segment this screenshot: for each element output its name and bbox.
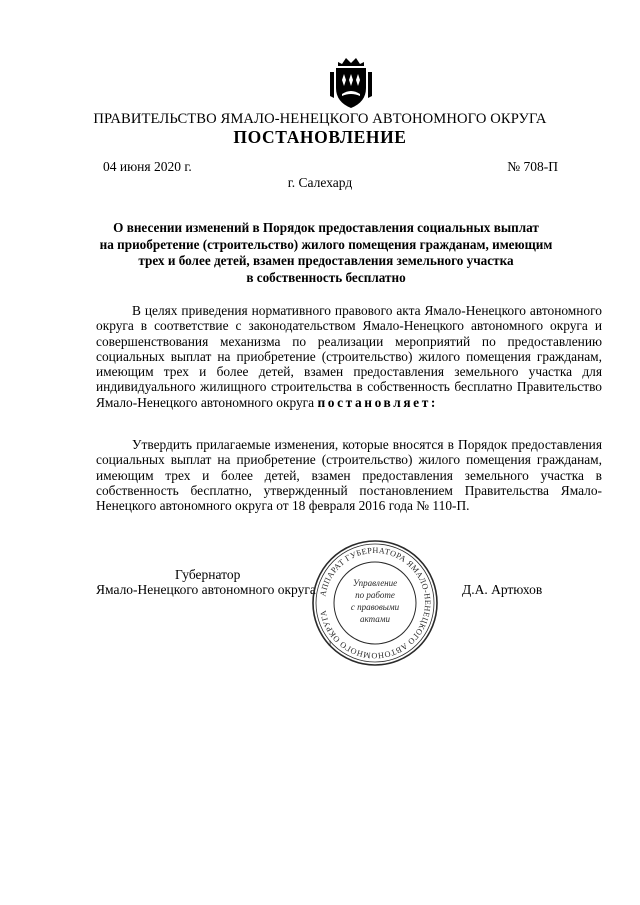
organization-name: ПРАВИТЕЛЬСТВО ЯМАЛО-НЕНЕЦКОГО АВТОНОМНОГО ОКРУГА <box>93 111 547 127</box>
signatory-position: Губернатор <box>175 567 241 582</box>
operative-paragraph: Утвердить прилагаемые изменения, которые вносятся в Порядок предоставления социальных выплат на приобретение (строительство) жилого помещения гражданам, имеющим трех и более детей, взамен предоставления земельного участка в собственность бесплатно, утвержденный постановлением Правительства Ямало-Ненецкого автономного округа от 18 февраля 2016 года № 110-П. <box>96 437 602 514</box>
title-line: на приобретение (строительство) жилого помещения гражданам, имеющим <box>99 236 553 252</box>
title-line: в собственность бесплатно <box>246 269 406 285</box>
title-line: трех и более детей, взамен предоставления земельного участка <box>138 253 514 268</box>
signatory-region: Ямало-Ненецкого автономного округа <box>96 582 316 597</box>
document-city: г. Салехард <box>287 175 353 190</box>
seal-inner-line: актами <box>360 614 390 624</box>
document-title <box>96 220 556 286</box>
official-seal-stamp <box>310 538 440 668</box>
document-type: ПОСТАНОВЛЕНИЕ <box>233 127 407 147</box>
coat-of-arms-emblem-icon <box>326 52 376 110</box>
seal-inner-line: по работе <box>355 590 395 600</box>
seal-ring-text: АППАРАТ ГУБЕРНАТОРА ЯМАЛО-НЕНЕЦКОГО АВТОНОМНОГО ОКРУГА <box>318 545 433 661</box>
preamble-text: В целях приведения нормативного правового акта Ямало-Ненецкого автономного округа в соответствие с законодательством Ямало-Ненецкого автономного округа и совершенствования механизма по реализации мероприятий по предоставлению социальных выплат на приобретение (строительство) жилого помещения гражданам, имеющим трех и более детей, взамен предоставления земельного участка для индивидуального жилищного строительства в собственность бесплатно Правительство Ямало-Ненецкого автономного округа <box>96 303 602 410</box>
seal-inner-line: с правовыми <box>350 602 400 612</box>
preamble-paragraph <box>96 303 602 410</box>
document-date: 04 июня 2020 г. <box>103 159 192 174</box>
signatory-name: Д.А. Артюхов <box>462 582 543 597</box>
seal-number-mark: 1 <box>328 639 332 648</box>
resolution-verb: постановляет: <box>317 394 438 410</box>
document-number: № 708-П <box>507 159 558 174</box>
title-line: О внесении изменений в Порядок предоставления социальных выплат <box>113 220 539 235</box>
seal-inner-line: Управление <box>352 578 398 588</box>
